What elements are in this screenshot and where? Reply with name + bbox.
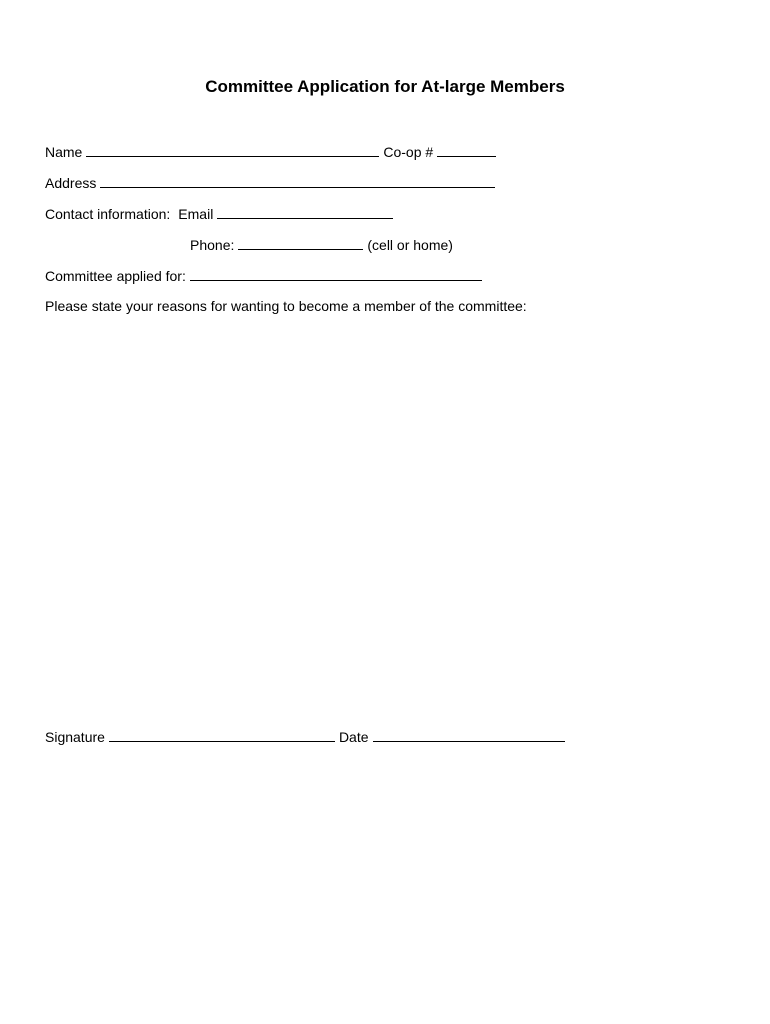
address-row xyxy=(45,174,495,192)
email-row xyxy=(45,205,393,223)
reasons-prompt: Please state your reasons for wanting to become a member of the committee: xyxy=(45,298,527,314)
signature-row xyxy=(45,728,565,746)
form-title: Committee Application for At-large Members xyxy=(205,77,565,96)
coop-label: Co-op # xyxy=(383,144,434,160)
reasons-answer-area[interactable] xyxy=(45,322,725,712)
date-field[interactable] xyxy=(373,728,565,742)
address-field[interactable] xyxy=(100,174,495,188)
signature-field[interactable] xyxy=(109,728,335,742)
phone-row xyxy=(190,236,453,254)
coop-number-field[interactable] xyxy=(437,143,496,157)
committee-field[interactable] xyxy=(190,267,482,281)
email-label: Email xyxy=(178,206,214,222)
phone-field[interactable] xyxy=(238,236,363,250)
address-label: Address xyxy=(45,175,97,191)
contact-information-label: Contact information: xyxy=(45,206,171,222)
committee-row xyxy=(45,267,482,285)
name-field[interactable] xyxy=(86,143,379,157)
committee-label: Committee applied for: xyxy=(45,268,186,284)
phone-note: (cell or home) xyxy=(367,237,453,253)
name-label: Name xyxy=(45,144,83,160)
email-field[interactable] xyxy=(217,205,393,219)
signature-label: Signature xyxy=(45,729,105,745)
date-label: Date xyxy=(338,729,369,745)
phone-label: Phone: xyxy=(190,237,235,253)
name-row xyxy=(45,143,496,161)
